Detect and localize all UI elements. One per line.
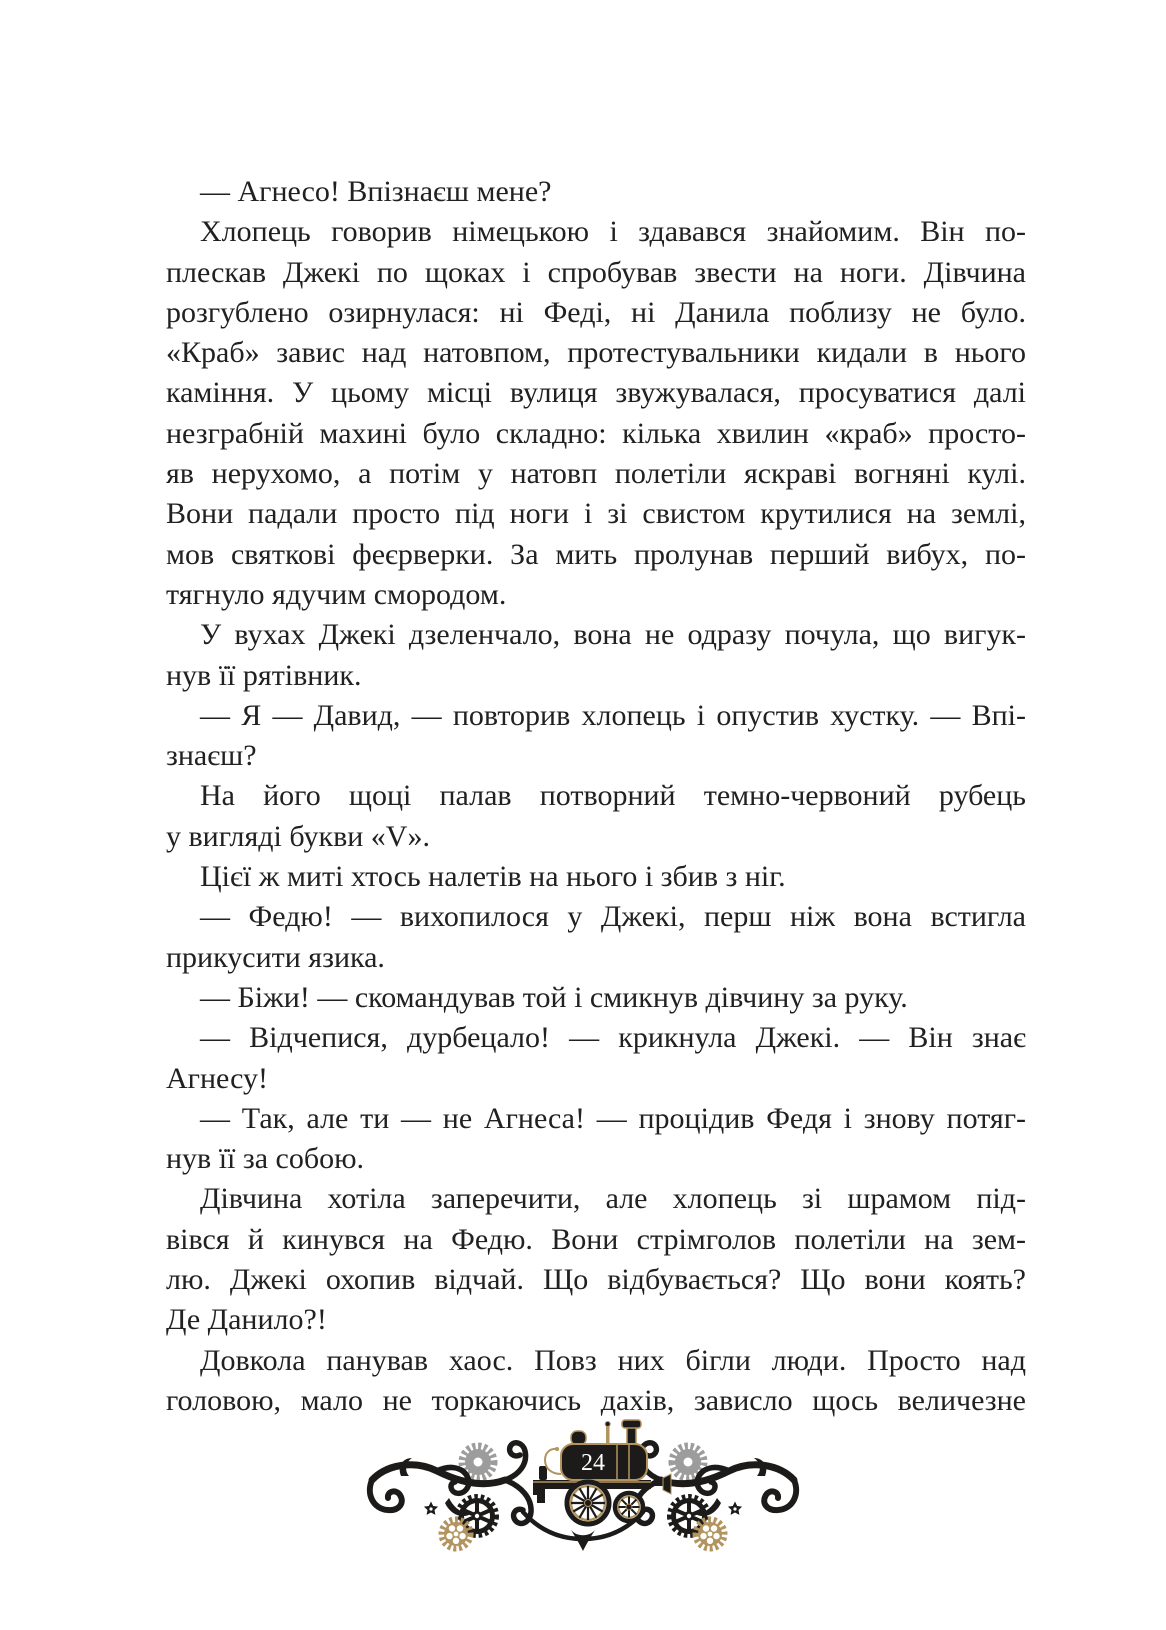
text-line: — Біжи! — скомандував той і смикнув дівчину за руку.: [200, 980, 908, 1014]
text-line: — Федю! — вихопилося у Джекі, перш ніж вона встигла: [200, 900, 1026, 934]
text-line: — Відчепися, дурбецало! — крикнула Джекі. — Він знає: [200, 1021, 1026, 1055]
text-line: прикусити язика.: [166, 940, 385, 974]
text-line: головою, мало не торкаючись дахів, зависло щось величезне: [166, 1383, 1026, 1417]
text-line: На його щоці палав потворний темно-червоний рубець: [200, 779, 1026, 813]
text-line: — Я — Давид, — повторив хлопець і опустив хустку. — Впі-: [200, 698, 1026, 732]
text-line: нув її рятівник.: [166, 658, 362, 692]
text-line: Дівчина хотіла заперечити, але хлопець зі шрамом під-: [200, 1182, 1026, 1216]
text-line: Агнесу!: [166, 1061, 268, 1095]
text-line: знаєш?: [166, 739, 257, 773]
text-line: нув її за собою.: [166, 1142, 365, 1176]
text-line: Вони падали просто під ноги і зі свистом крутилися на землі,: [166, 497, 1026, 531]
text-line: плескав Джекі по щоках і спробував звести на ноги. Дівчина: [166, 255, 1026, 289]
text-line: тягнуло ядучим смородом.: [166, 577, 507, 611]
wheel-icon: [615, 1493, 643, 1521]
text-line: яв нерухомо, а потім у натовп полетіли яскраві вогняні кулі.: [166, 457, 1026, 491]
text-line: — Так, але ти — не Агнеса! — процідив Федя і знову потяг-: [200, 1101, 1026, 1135]
wheel-icon: [567, 1482, 609, 1524]
text-line: Довкола панував хаос. Повз них бігли люди. Просто над: [200, 1343, 1026, 1377]
text-line: «Краб» завис над натовпом, протестувальники кидали в нього: [166, 336, 1026, 370]
text-line: Хлопець говорив німецькою і здавався знайомим. Він по-: [200, 215, 1026, 249]
text-line: у вигляді букви «V».: [166, 819, 430, 853]
text-line: Цієї ж миті хтось налетів на нього і збив з ніг.: [200, 860, 786, 894]
footer-ornament: [365, 1416, 801, 1556]
text-line: — Агнесо! Впізнаєш мене?: [200, 175, 552, 208]
page-number: 24: [581, 1450, 605, 1476]
text-line: мов святкові феєрверки. За мить пролунав перший вибух, по-: [166, 537, 1026, 571]
text-line: каміння. У цьому місці вулиця звужувалася, просуватися далі: [166, 376, 1026, 410]
text-line: Де Данило?!: [166, 1303, 327, 1337]
page-text: [166, 172, 1026, 1421]
text-line: лю. Джекі охопив відчай. Що відбувається? Що вони коять?: [166, 1263, 1026, 1297]
text-line: вівся й кинувся на Федю. Вони стрімголов полетіли на зем-: [166, 1222, 1026, 1256]
text-line: У вухах Джекі дзеленчало, вона не одразу почула, що вигук-: [200, 618, 1026, 652]
text-line: незграбній махині було складно: кілька хвилин «краб» просто-: [166, 416, 1026, 450]
text-line: розгублено озирнулася: ні Феді, ні Данила поблизу не було.: [166, 295, 1026, 329]
